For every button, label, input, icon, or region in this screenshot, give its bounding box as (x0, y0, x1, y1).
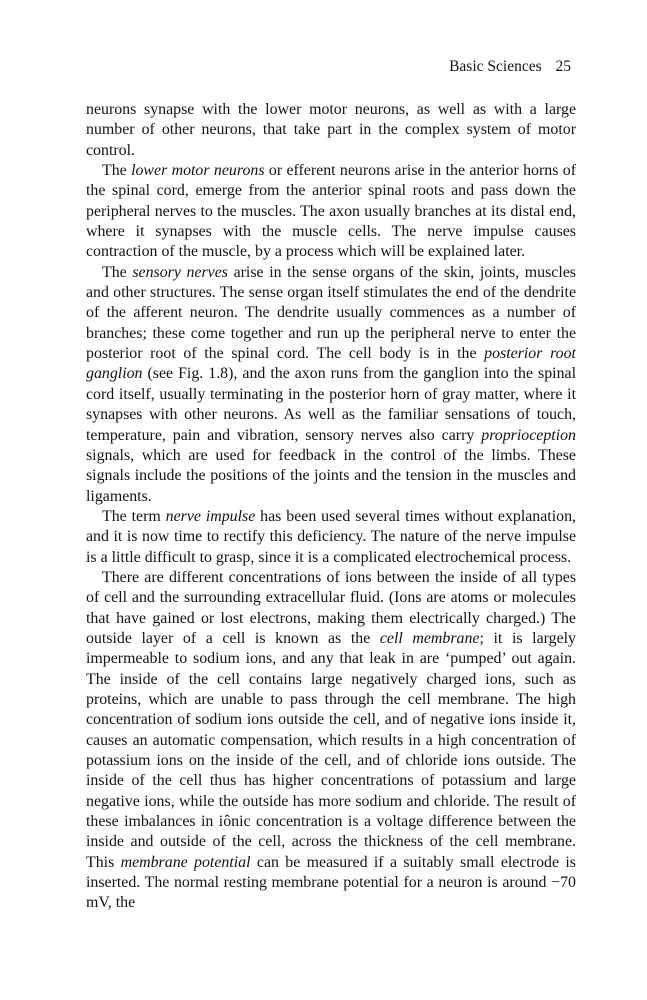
page-number: 25 (555, 58, 571, 75)
italic-term: lower motor neurons (131, 162, 265, 180)
paragraph (86, 507, 576, 568)
text-run: There are different concentrations of ions between the inside of all types of cell and the surrounding extracellular fluid. (Ions are atoms or molecules that have gained or lost electrons, making them electrically charged.) The outside layer of a cell is known as the (86, 568, 576, 647)
text-run: or efferent neurons arise in the anterior horns of the spinal cord, emerge from the anterior spinal roots and pass down the peripheral nerves to the muscles. The axon usually branches at its distal end, where it synapses with the muscle cells. The nerve impulse causes contraction of the muscle, by a process which will be explained later. (86, 162, 576, 261)
italic-term: membrane potential (120, 853, 251, 871)
body-text (86, 100, 576, 914)
text-run: (see Fig. 1.8), and the axon runs from the ganglion into the spinal cord itself, usually terminating in the posterior horn of gray matter, where it synapses with other neurons. As well as the familiar sensations of touch, temperature, pain and vibration, sensory nerves also carry (86, 365, 576, 444)
italic-term: cell membrane (379, 629, 480, 647)
text-run: ; it is largely impermeable to sodium ions, and any that leak in are ‘pumped’ out again. The inside of the cell contains large negatively charged ions, such as proteins, which are unable to pass through the cell membrane. The high concentration of sodium ions outside the cell, and of negative ions inside it, causes an automatic compensation, which results in a high concentration of potassium ions on the inside of the cell, and of chloride ions outside. The inside of the cell thus has higher concentrations of potassium and large negative ions, while the outside has more sodium and chloride. The result of these imbalances in iônic concentration is a voltage difference between the inside and outside of the cell, across the thickness of the cell membrane. This (86, 629, 576, 871)
paragraph (86, 100, 576, 161)
text-run: has been used several times without explanation, and it is now time to rectify this deficiency. The nature of the nerve impulse is a little difficult to grasp, since it is a complicated electrochemical process. (86, 507, 576, 566)
text-run: The (102, 263, 133, 281)
text-run: The term (102, 507, 166, 525)
section-title: Basic Sciences (449, 58, 542, 75)
text-run: signals, which are used for feedback in the control of the limbs. These signals include the positions of the joints and the tension in the muscles and ligaments. (86, 446, 576, 505)
italic-term: sensory nerves (132, 263, 228, 281)
text-run: The (102, 162, 132, 180)
paragraph (86, 263, 576, 507)
text-run: arise in the sense organs of the skin, joints, muscles and other structures. The sense organ itself stimulates the end of the dendrite of the afferent neuron. The dendrite usually commences as a number of branches; these come together and run up the peripheral nerve to enter the posterior root of the spinal cord. The cell body is in the (86, 263, 576, 363)
text-run: neurons synapse with the lower motor neurons, as well as with a large number of other neurons, that take part in the complex system of motor control. (86, 101, 576, 159)
text-run: can be measured if a suitably small electrode is inserted. The normal resting membrane potential for a neuron is around −70 mV, the (86, 853, 576, 912)
paragraph (86, 161, 576, 263)
paragraph (86, 568, 576, 914)
italic-term: posterior root ganglion (86, 345, 576, 383)
italic-term: nerve impulse (165, 507, 256, 525)
running-header (449, 58, 571, 76)
italic-term: proprioception (481, 426, 576, 444)
